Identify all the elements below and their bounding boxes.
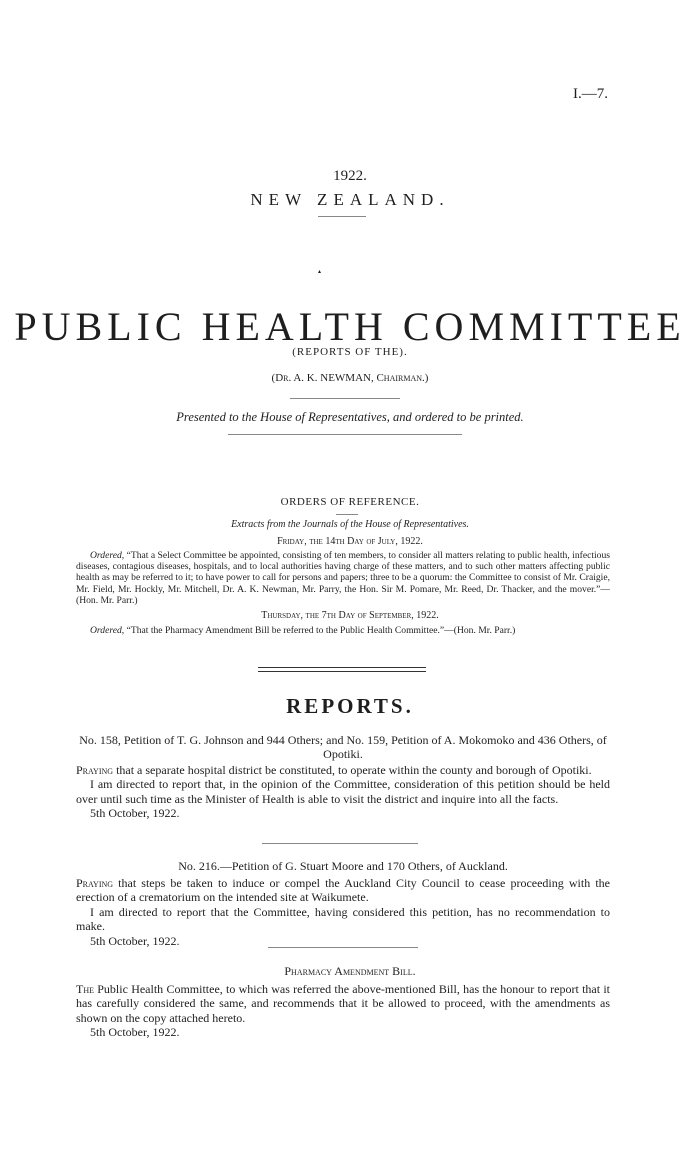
divider <box>228 434 462 435</box>
ordered-label: Ordered, <box>90 550 125 561</box>
report-1-heading: No. 158, Petition of T. G. Johnson and 944 Others; and No. 159, Petition of A. Mokomoko and 436 Others, of Opotiki. <box>79 733 607 762</box>
report-text: Public Health Committee, to which was referred the above-mentioned Bill, has the honour to report that it has carefully considered the same, and recommends that it be allowed to proceed, with the amendments as shown on the copy attached hereto. <box>76 982 610 1025</box>
divider <box>262 843 418 844</box>
report-date: 5th October, 1922. <box>90 1025 180 1040</box>
report-date: 5th October, 1922. <box>90 933 180 948</box>
chairman-line: (Dr. A. K. NEWMAN, Chairman.) <box>271 372 429 384</box>
country-title: NEW ZEALAND. <box>250 190 450 209</box>
order-date-1: Friday, the 14th Day of July, 1922. <box>277 536 423 547</box>
journal-extracts: Extracts from the Journals of the House of Representatives. <box>231 519 469 530</box>
report-2-heading: No. 216.—Petition of G. Stuart Moore and 170 Others, of Auckland. <box>178 859 508 873</box>
orders-heading: ORDERS OF REFERENCE. <box>280 496 420 508</box>
report-2-body <box>76 876 610 948</box>
praying-text: that a separate hospital district be constituted, to operate within the county and borough of Opotiki. <box>113 763 592 777</box>
reports-heading: REPORTS. <box>286 694 414 718</box>
report-date: 5th October, 1922. <box>90 806 180 821</box>
report-3-heading: Pharmacy Amendment Bill. <box>284 964 416 978</box>
ordered-text: “That the Pharmacy Amendment Bill be referred to the Public Health Committee.”—(Hon. Mr. Parr.) <box>124 625 516 636</box>
year: 1922. <box>333 168 367 184</box>
order-date-2: Thursday, the 7th Day of September, 1922. <box>261 610 439 621</box>
divider <box>318 216 366 217</box>
report-1-body <box>76 763 610 821</box>
divider <box>268 947 418 948</box>
divider <box>336 514 358 515</box>
document-title: PUBLIC HEALTH COMMITTEE <box>14 304 686 349</box>
order-text-1 <box>76 550 610 606</box>
ordered-label: Ordered, <box>90 625 125 636</box>
report-text: I am directed to report that the Committee, having considered this petition, has no recommendation to make. <box>76 904 610 934</box>
praying-label: Praying <box>76 763 114 777</box>
praying-text: that steps be taken to induce or compel the Auckland City Council to cease proceeding with the erection of a crematorium on the intended site at Waikumete. <box>76 876 610 905</box>
order-text-2 <box>76 625 610 636</box>
document-subtitle: (REPORTS OF THE). <box>292 346 408 358</box>
praying-label: Praying <box>76 876 114 890</box>
ornament-mark: ▴ <box>318 269 322 275</box>
report-lead: The <box>76 982 94 996</box>
report-text: I am directed to report that, in the opinion of the Committee, consideration of this petition should be held over until such time as the Minister of Health is able to visit the district and inquire into all the facts. <box>76 777 610 806</box>
page-reference: I.—7. <box>573 86 608 102</box>
report-3-body <box>76 982 610 1040</box>
ordered-text: “That a Select Committee be appointed, consisting of ten members, to consider all matters relating to public health, infectious diseases, contagious diseases, hospitals, and to local authorities having charge of these matters, and to such other matters affecting public health as may be referred to it; to have power to call for persons and papers; three to be a quorum: the Committee to consist of Mr. Craigie, Mr. Field, Mr. Hockly, Mr. Mitchell, Dr. A. K. Newman, Mr. Parry, the Hon. Sir M. Pomare, Mr. Reed, Dr. Thacker, and the mover.”—(Hon. Mr. Parr.) <box>76 550 610 606</box>
double-divider <box>258 667 426 672</box>
presented-line: Presented to the House of Representatives, and ordered to be printed. <box>176 410 524 424</box>
divider <box>290 398 400 399</box>
